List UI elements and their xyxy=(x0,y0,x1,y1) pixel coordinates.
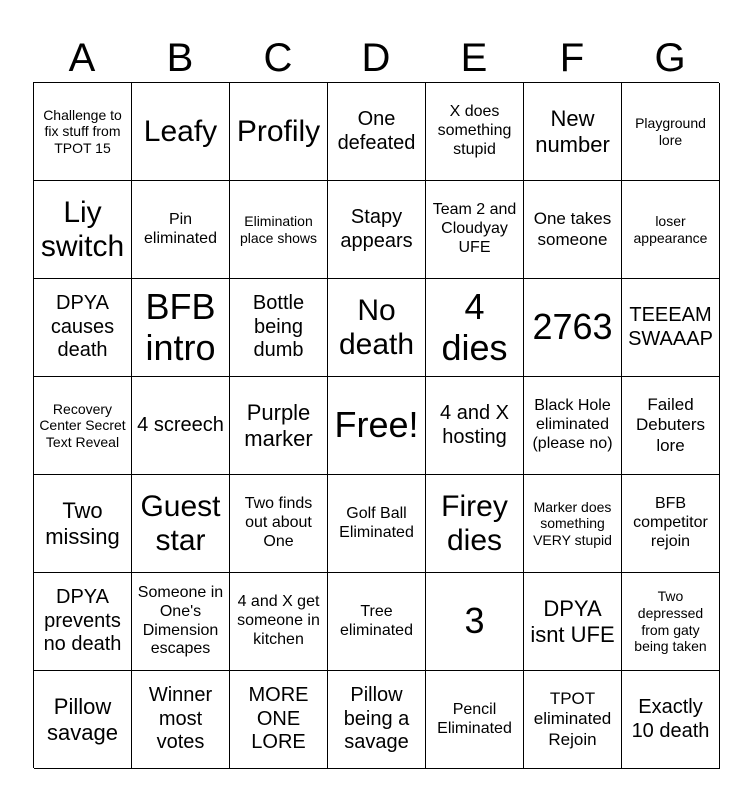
cell-text: 4 and X hosting xyxy=(440,401,509,448)
bingo-cell-e3[interactable] xyxy=(426,279,524,377)
cell-text: Stapy appears xyxy=(340,205,413,252)
cell-text: TPOT eliminated Rejoin xyxy=(533,689,612,749)
bingo-cell-d2[interactable] xyxy=(328,181,426,279)
bingo-cell-c6[interactable] xyxy=(230,573,328,671)
bingo-cell-f3[interactable] xyxy=(524,279,622,377)
bingo-cell-b1[interactable] xyxy=(132,83,230,181)
cell-text: Leafy xyxy=(143,114,218,148)
cell-text: Profily xyxy=(236,114,321,148)
cell-text: Playground lore xyxy=(635,114,706,148)
bingo-cell-d1[interactable] xyxy=(328,83,426,181)
cell-text: One defeated xyxy=(337,107,416,154)
cell-text: New number xyxy=(535,105,610,157)
bingo-cell-a4[interactable] xyxy=(34,377,132,475)
bingo-cell-b7[interactable] xyxy=(132,671,230,769)
bingo-cell-g5[interactable] xyxy=(622,475,720,573)
bingo-cell-a2[interactable] xyxy=(34,181,132,279)
cell-text: X does something stupid xyxy=(437,103,512,158)
bingo-cell-e7[interactable] xyxy=(426,671,524,769)
bingo-cell-f6[interactable] xyxy=(524,573,622,671)
bingo-cell-e5[interactable] xyxy=(426,475,524,573)
cell-text: Winner most votes xyxy=(148,684,213,754)
cell-text: DPYA isnt UFE xyxy=(530,595,615,647)
cell-text: Marker does something VERY stupid xyxy=(533,498,612,548)
bingo-cell-a7[interactable] xyxy=(34,671,132,769)
bingo-cell-e1[interactable] xyxy=(426,83,524,181)
bingo-cell-g4[interactable] xyxy=(622,377,720,475)
bingo-cell-b4[interactable] xyxy=(132,377,230,475)
cell-text: loser appearance xyxy=(633,212,708,246)
cell-text: Golf Ball Eliminated xyxy=(339,504,414,541)
column-header-g: G xyxy=(654,36,686,80)
column-header-c: C xyxy=(263,36,293,80)
cell-text: 3 xyxy=(464,600,485,642)
column-header-e: E xyxy=(460,36,488,80)
column-header-b: B xyxy=(166,36,194,80)
bingo-cell-e2[interactable] xyxy=(426,181,524,279)
bingo-cell-d7[interactable] xyxy=(328,671,426,769)
bingo-cell-b5[interactable] xyxy=(132,475,230,573)
cell-text: 2763 xyxy=(532,306,613,348)
bingo-cell-a6[interactable] xyxy=(34,573,132,671)
bingo-cell-c3[interactable] xyxy=(230,279,328,377)
cell-text: Firey dies xyxy=(441,489,508,557)
cell-text: MORE ONE LORE xyxy=(248,684,309,754)
cell-text: Tree eliminated xyxy=(340,602,413,639)
cell-text: BFB intro xyxy=(145,286,216,368)
cell-text: Two missing xyxy=(45,497,120,549)
bingo-cell-b3[interactable] xyxy=(132,279,230,377)
cell-text: Purple marker xyxy=(244,399,313,451)
bingo-cell-c4[interactable] xyxy=(230,377,328,475)
cell-text: Failed Debuters lore xyxy=(636,395,705,455)
cell-text: Elimination place shows xyxy=(239,212,318,246)
cell-text: 4 and X get someone in kitchen xyxy=(237,593,320,648)
cell-text: Pin eliminated xyxy=(144,210,217,247)
bingo-cell-g6[interactable] xyxy=(622,573,720,671)
bingo-cell-e4[interactable] xyxy=(426,377,524,475)
cell-text: Team 2 and Cloudyay UFE xyxy=(432,201,517,256)
bingo-cell-c5[interactable] xyxy=(230,475,328,573)
cell-text: Black Hole eliminated (please no) xyxy=(532,397,613,452)
bingo-cell-c7[interactable] xyxy=(230,671,328,769)
column-header-d: D xyxy=(361,36,391,80)
cell-text: Pillow being a savage xyxy=(343,684,410,754)
cell-text: Two finds out about One xyxy=(244,495,313,550)
bingo-cell-g2[interactable] xyxy=(622,181,720,279)
bingo-cell-e6[interactable] xyxy=(426,573,524,671)
bingo-cell-g3[interactable] xyxy=(622,279,720,377)
bingo-cell-d5[interactable] xyxy=(328,475,426,573)
cell-text: Free! xyxy=(334,404,419,446)
cell-text: BFB competitor rejoin xyxy=(633,495,708,550)
column-header-f: F xyxy=(559,36,585,80)
bingo-cell-f2[interactable] xyxy=(524,181,622,279)
cell-text: Bottle being dumb xyxy=(252,292,305,362)
cell-text: Exactly 10 death xyxy=(631,695,710,742)
cell-text: DPYA causes death xyxy=(50,292,115,362)
cell-text: 4 dies xyxy=(441,286,508,368)
cell-text: Pillow savage xyxy=(47,693,118,745)
cell-text: Liy switch xyxy=(40,195,125,263)
bingo-cell-c1[interactable] xyxy=(230,83,328,181)
bingo-cell-a5[interactable] xyxy=(34,475,132,573)
bingo-cell-d3[interactable] xyxy=(328,279,426,377)
cell-text: One takes someone xyxy=(533,209,612,249)
bingo-cell-b6[interactable] xyxy=(132,573,230,671)
bingo-cell-c2[interactable] xyxy=(230,181,328,279)
column-header-row xyxy=(33,34,719,82)
cell-text: No death xyxy=(338,293,415,361)
bingo-cell-g7[interactable] xyxy=(622,671,720,769)
column-header-a: A xyxy=(68,36,96,80)
bingo-cell-a1[interactable] xyxy=(34,83,132,181)
bingo-cell-f7[interactable] xyxy=(524,671,622,769)
cell-text: Challenge to fix stuff from TPOT 15 xyxy=(43,106,122,156)
cell-text: Someone in One's Dimension escapes xyxy=(137,583,224,658)
bingo-cell-f5[interactable] xyxy=(524,475,622,573)
cell-text: Recovery Center Secret Text Reveal xyxy=(39,400,126,450)
bingo-cell-f4[interactable] xyxy=(524,377,622,475)
cell-text: DPYA prevents no death xyxy=(43,586,122,656)
cell-text: Two depressed from gaty being taken xyxy=(634,588,707,655)
cell-text: Pencil Eliminated xyxy=(437,700,512,737)
bingo-grid xyxy=(33,82,719,768)
cell-text: Guest star xyxy=(140,489,221,557)
bingo-cell-f1[interactable] xyxy=(524,83,622,181)
cell-text: 4 screech xyxy=(137,413,224,436)
bingo-cell-d4[interactable] xyxy=(328,377,426,475)
bingo-cell-b2[interactable] xyxy=(132,181,230,279)
bingo-cell-a3[interactable] xyxy=(34,279,132,377)
bingo-cell-d6[interactable] xyxy=(328,573,426,671)
bingo-cell-g1[interactable] xyxy=(622,83,720,181)
cell-text: TEEEAM SWAAAP xyxy=(628,303,713,350)
